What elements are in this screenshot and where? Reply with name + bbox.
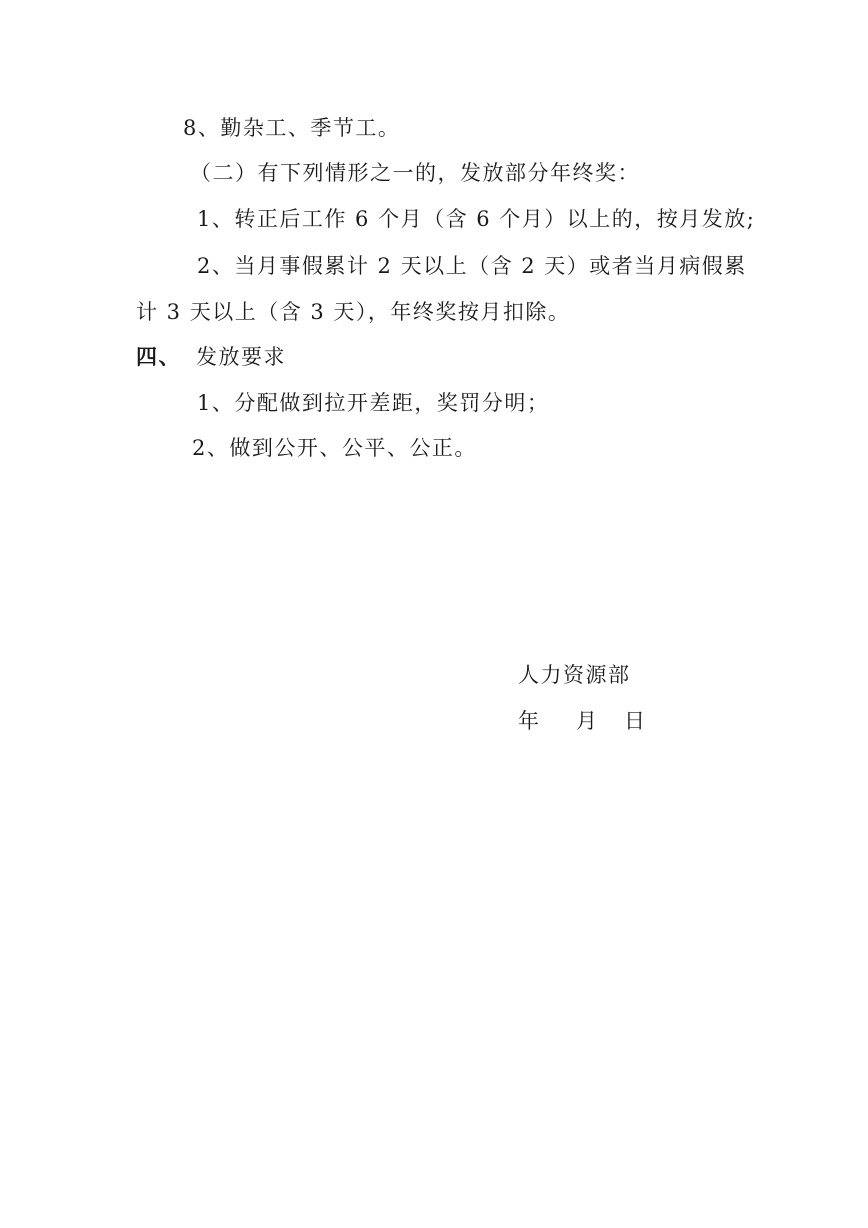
section-4-title: 发放要求: [196, 345, 286, 369]
date-month: 月: [576, 709, 597, 733]
paragraph-requirement-1: 1、分配做到拉开差距，奖罚分明；: [197, 391, 550, 415]
signature-department: 人力资源部: [518, 663, 631, 687]
paragraph-item-1-probation: 1、转正后工作 6 个月（含 6 个月）以上的，按月发放;: [197, 207, 756, 231]
date-day: 日: [624, 709, 645, 733]
paragraph-item-8: 8、勤杂工、季节工。: [183, 116, 401, 140]
paragraph-requirement-2: 2、做到公开、公平、公正。: [192, 436, 477, 460]
paragraph-item-2-leave-continued: 计 3 天以上（含 3 天），年终奖按月扣除。: [136, 300, 571, 324]
date-year: 年: [518, 709, 539, 733]
paragraph-subsection-2: （二）有下列情形之一的，发放部分年终奖：: [190, 161, 640, 185]
paragraph-item-2-leave: 2、当月事假累计 2 天以上（含 2 天）或者当月病假累: [197, 254, 747, 278]
section-4-number: 四、: [136, 345, 181, 369]
